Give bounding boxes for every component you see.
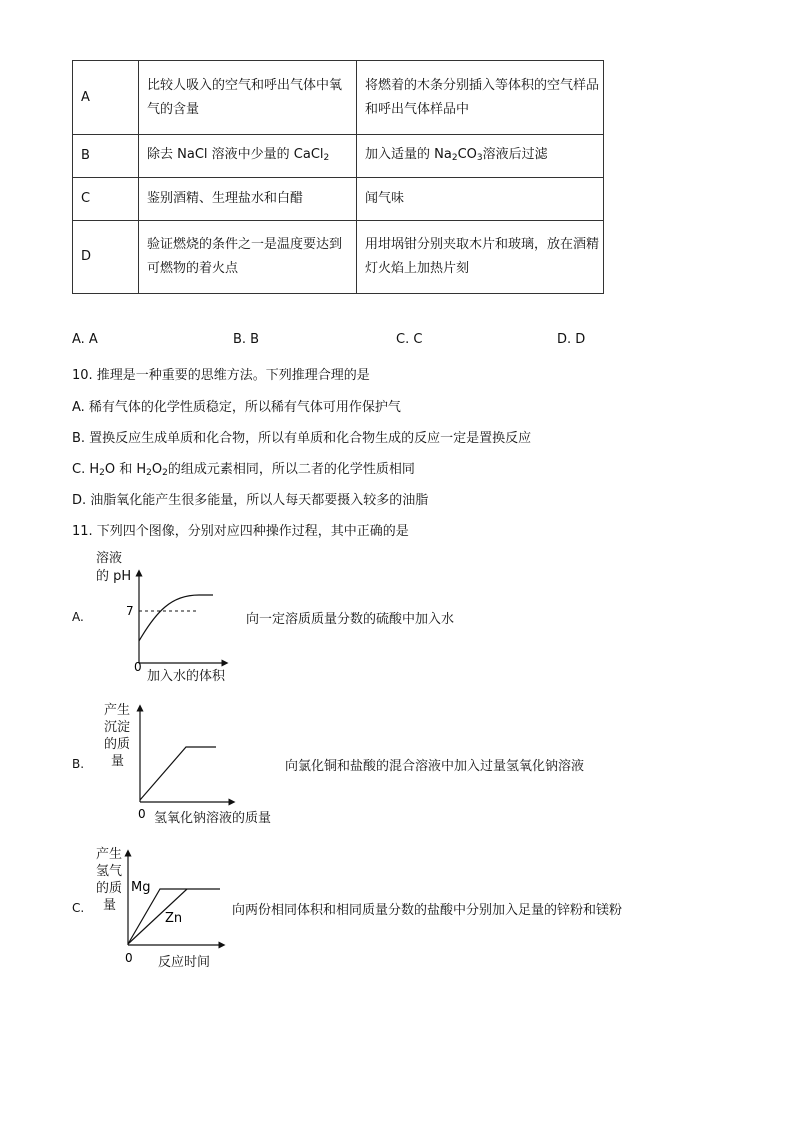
graph-b-plot [132, 700, 242, 822]
tick-7: 7 [126, 604, 134, 618]
origin-label: 0 [134, 660, 142, 674]
graph-c-tag: C. [72, 901, 85, 915]
method-cell: 加入适量的 $Na_2CO_3$溶液后过滤 [357, 135, 604, 178]
graph-a-description: 向一定溶质质量分数的硫酸中加入水 [246, 612, 455, 627]
origin-label: 0 [125, 951, 133, 965]
q10-option-d: D. 油脂氧化能产生很多能量，所以人每天都要摄入较多的油脂 [72, 493, 429, 508]
q11-stem: 11. 下列四个图像，分别对应四种操作过程，其中正确的是 [72, 524, 409, 539]
method-cell: 将燃着的木条分别插入等体积的空气样品和呼出气体样品中 [357, 61, 604, 135]
row-label: A [73, 61, 139, 135]
method-cell: 用坩埚钳分别夹取木片和玻璃，放在酒精灯火焰上加热片刻 [357, 221, 604, 294]
purpose-cell: 验证燃烧的条件之一是温度要达到可燃物的着火点 [139, 221, 357, 294]
precipitate-line [140, 747, 216, 800]
graph-a-tag: A. [72, 610, 84, 624]
graph-b-tag: B. [72, 757, 85, 771]
purpose-cell: 除去 NaCl 溶液中少量的 CaCl$_2$ [139, 135, 357, 178]
table-row [73, 221, 604, 294]
table-row [73, 61, 604, 135]
method-cell: 闻气味 [357, 178, 604, 221]
q10-option-a: A. 稀有气体的化学性质稳定，所以稀有气体可用作保护气 [72, 400, 401, 415]
graph-b-description: 向氯化铜和盐酸的混合溶液中加入过量氢氧化钠溶液 [285, 759, 585, 774]
table-row [73, 178, 604, 221]
ph-curve [139, 595, 213, 641]
zn-label: Zn [165, 911, 183, 926]
row-label: C [73, 178, 139, 221]
graph-a-plot [125, 565, 235, 675]
row-label: B [73, 135, 139, 178]
graph-b-xlabel: 氢氧化钠溶液的质量 [154, 811, 272, 826]
graph-c-plot [122, 845, 232, 967]
graph-c-ylabel: 产生 氢气 的质 量 [96, 847, 123, 913]
choice-b: B. B [233, 332, 260, 347]
choice-c: C. C [396, 332, 423, 347]
mg-label: Mg [131, 880, 151, 895]
q10-option-c: C. $H_2O$ 和 $H_2O_2$的组成元素相同，所以二者的化学性质相同 [72, 462, 415, 478]
purpose-cell: 鉴别酒精、生理盐水和白醋 [139, 178, 357, 221]
choice-d: D. D [557, 332, 586, 347]
q10-stem: 10. 推理是一种重要的思维方法。下列推理合理的是 [72, 368, 370, 383]
graph-c-xlabel: 反应时间 [158, 955, 211, 970]
graph-c-description: 向两份相同体积和相同质量分数的盐酸中分别加入足量的锌粉和镁粉 [232, 903, 623, 918]
options-table [72, 60, 604, 294]
purpose-cell: 比较人吸入的空气和呼出气体中氧气的含量 [139, 61, 357, 135]
graph-b-ylabel: 产生 沉淀 的质 量 [104, 703, 131, 769]
row-label: D [73, 221, 139, 294]
graph-a-xlabel: 加入水的体积 [147, 669, 226, 684]
q10-option-b: B. 置换反应生成单质和化合物，所以有单质和化合物生成的反应一定是置换反应 [72, 431, 532, 446]
table-row [73, 135, 604, 178]
choice-a: A. A [72, 332, 98, 347]
graph-a-ylabel: 溶液 的 pH [96, 551, 132, 584]
origin-label: 0 [138, 807, 146, 821]
